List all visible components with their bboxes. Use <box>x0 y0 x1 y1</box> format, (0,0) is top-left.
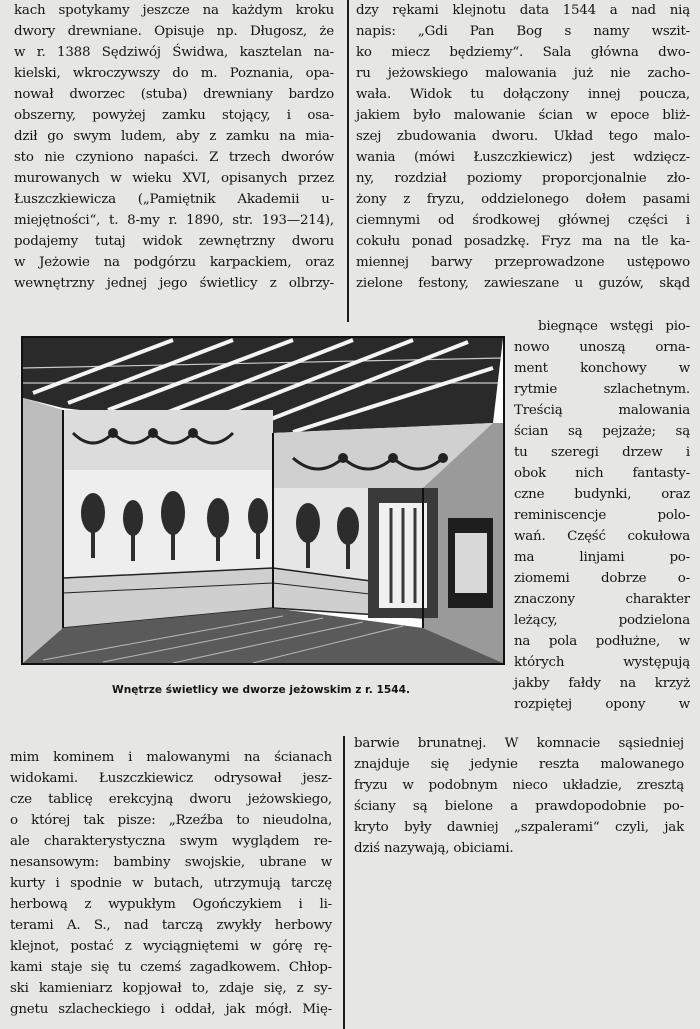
text-line: kurty i spodnie w butach, utrzymują tarczę <box>10 876 332 891</box>
text-line: miennej barwy przeprowadzone ustępowo <box>356 255 690 270</box>
text-line: kach spotykamy jeszcze na każdym kroku <box>14 3 334 18</box>
column-rule-bottom <box>343 736 345 1029</box>
text-line: biegnące wstęgi pio- <box>538 319 690 334</box>
text-line: dwory drewniane. Opisuje np. Długosz, że <box>14 24 334 39</box>
text-line: dzy rękami klejnotu data 1544 a nad nią <box>356 3 690 18</box>
text-line: tu szeregi drzew i <box>514 445 690 460</box>
text-line: szej zbudowania dworu. Układ tego malo- <box>356 129 690 144</box>
text-line: reminiscencje polo- <box>514 508 690 523</box>
text-line: jakiem było malowanie ścian w epoce bliż- <box>356 108 690 123</box>
text-line: gnetu szlacheckiego i oddał, jak mógł. Mię- <box>10 1002 332 1017</box>
text-line: znaczony charakter <box>514 592 690 607</box>
text-line: herbową z wypukłym Ogończykiem i li- <box>10 897 332 912</box>
right-column-bottom <box>354 733 684 859</box>
text-line: Łuszczkiewicza („Pamiętnik Akademii u- <box>14 192 334 207</box>
text-line: kielski, wkroczywszy do m. Poznania, opa- <box>14 66 334 81</box>
text-line: mim kominem i malowanymi na ścianach <box>10 750 332 765</box>
text-line: wała. Widok tu dołączony innej poucza, <box>356 87 690 102</box>
text-line: Treścią malowania <box>514 403 690 418</box>
text-line: ko miecz będziemy“. Sala główna dwo- <box>356 45 690 60</box>
text-line: czne budynki, oraz <box>514 487 690 502</box>
text-line: ale charakterystyczna swym wyglądem re- <box>10 834 332 849</box>
text-line: ciemnymi od środkowej głównej części i <box>356 213 690 228</box>
text-line: zielone festony, zawieszane u guzów, skąd <box>356 276 690 291</box>
text-line: ściany są bielone a prawdopodobnie po- <box>354 799 684 814</box>
text-line: cokułu ponad posadzkę. Fryz ma na tle ka- <box>356 234 690 249</box>
text-line: obok nich fantasty- <box>514 466 690 481</box>
figure-caption: Wnętrze świetlicy we dworze jeżowskim z r. 1544. <box>112 684 410 696</box>
text-line: obszerny, powyżej zamku stojący, i osa- <box>14 108 334 123</box>
text-line: miejętności“, t. 8-my r. 1890, str. 193—214), <box>14 213 334 228</box>
text-line: jakby fałdy na krzyż <box>514 676 690 691</box>
column-rule-top <box>347 0 349 322</box>
left-column-top <box>14 0 334 294</box>
text-line: ziomemi dobrze o- <box>514 571 690 586</box>
text-line: żony z fryzu, oddzielonego dołem pasami <box>356 192 690 207</box>
text-line: murowanych w wieku XVI, opisanych przez <box>14 171 334 186</box>
text-line: podajemy tutaj widok zewnętrzny dworu <box>14 234 334 249</box>
text-line: rozpiętej opony w <box>514 697 690 712</box>
text-line: cze tablicę erekcyjną dworu jeżowskiego, <box>10 792 332 807</box>
text-line: kryto były dawniej „szpalerami“ czyli, jak <box>354 820 684 835</box>
text-line: wań. Część cokułowa <box>514 529 690 544</box>
text-line: ski kamieniarz kopjował to, zdaje się, z sy- <box>10 981 332 996</box>
text-line: w r. 1388 Sędziwój Świdwa, kasztelan na- <box>14 45 334 60</box>
text-line: ru jeżowskiego malowania już nie zacho- <box>356 66 690 81</box>
text-line: klejnot, postać z wyciągniętemi w górę rę- <box>10 939 332 954</box>
text-line: widokami. Łuszczkiewicz odrysował jesz- <box>10 771 332 786</box>
text-line: znajduje się jedynie reszta malowanego <box>354 757 684 772</box>
text-line: w Jeżowie na podgórzu karpackiem, oraz <box>14 255 334 270</box>
text-line: na pola podłużne, w <box>514 634 690 649</box>
left-column-bottom <box>10 747 332 1020</box>
text-line: ment konchowy w <box>514 361 690 376</box>
text-line: nesansowym: bambiny swojskie, ubrane w <box>10 855 332 870</box>
text-line: ścian są pejzaże; są <box>514 424 690 439</box>
text-line: kami staje się tu czemś zagadkowem. Chłop- <box>10 960 332 975</box>
text-line: barwie brunatnej. W komnacie sąsiedniej <box>354 736 684 751</box>
text-line: o której tak pisze: „Rzeźba to nieudolna, <box>10 813 332 828</box>
text-line: wewnętrzny jednej jego świetlicy z olbrzy- <box>14 276 334 291</box>
text-line: ma linjami po- <box>514 550 690 565</box>
text-line: sto nie czyniono napaści. Z trzech dworów <box>14 150 334 165</box>
text-line: których występują <box>514 655 690 670</box>
right-column-top <box>356 0 690 294</box>
text-line: leżący, podzielona <box>514 613 690 628</box>
text-line: fryzu w podobnym nieco układzie, zresztą <box>354 778 684 793</box>
text-line: wania (mówi Łuszczkiewicz) jest wdzięcz- <box>356 150 690 165</box>
right-narrow-column <box>514 316 690 715</box>
text-line: dził go swym ludem, aby z zamku na mia- <box>14 129 334 144</box>
interior-illustration <box>21 336 505 665</box>
text-line: ny, rozdział poziomy proporcjonalnie zło- <box>356 171 690 186</box>
text-line: terami A. S., nad tarczą zwykły herbowy <box>10 918 332 933</box>
text-line: dziś nazywają, obiciami. <box>354 841 514 856</box>
text-line: rytmie szlachetnym. <box>514 382 690 397</box>
text-line: nowo unoszą orna- <box>514 340 690 355</box>
text-line: napis: „Gdi Pan Bog s namy wszit- <box>356 24 690 39</box>
text-line: nował dworzec (stuba) drewniany bardzo <box>14 87 334 102</box>
